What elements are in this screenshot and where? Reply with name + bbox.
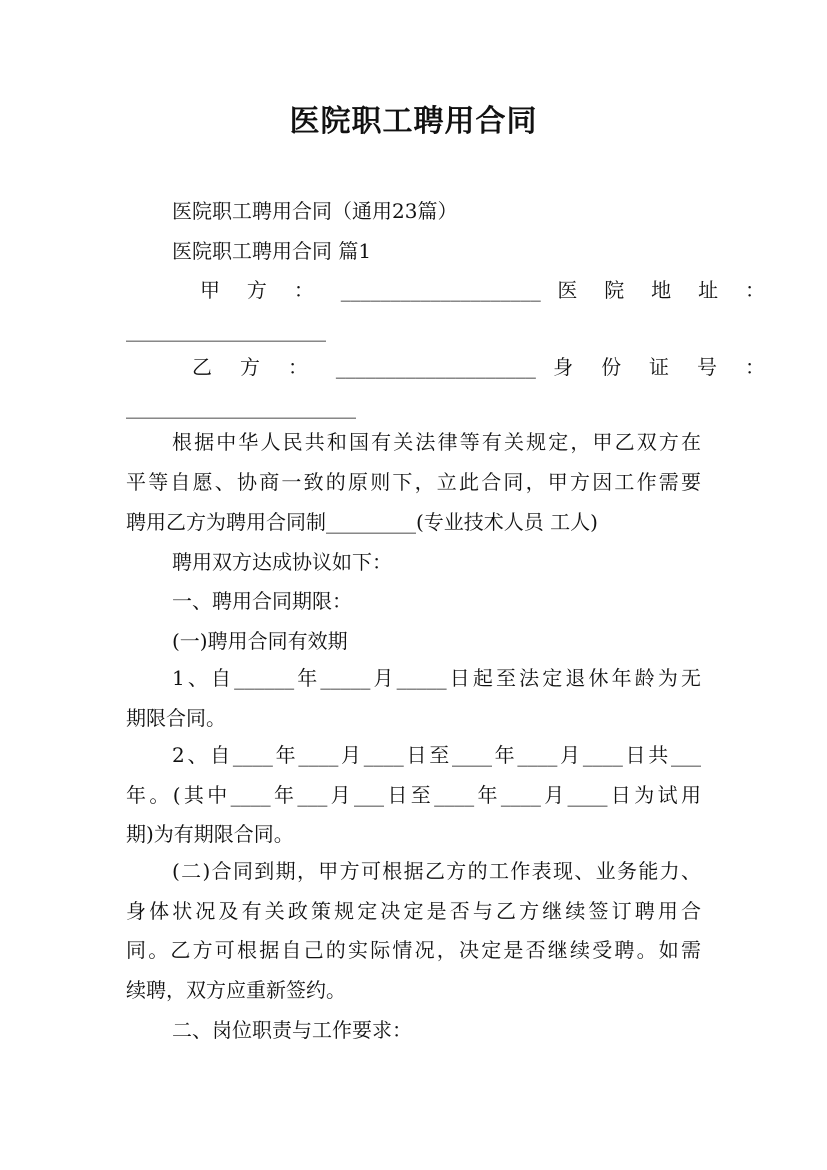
party-a-address-blank: ____________________	[126, 318, 326, 342]
paragraph-line: 期)为有期限合同。	[126, 822, 294, 846]
section-heading: 一、聘用合同期限：	[172, 589, 352, 613]
paragraph-line: (二)合同到期，甲方可根据乙方的工作表现、业务能力、	[172, 859, 701, 883]
paragraph-line: 同。乙方可根据自己的实际情况，决定是否继续受聘。如需	[126, 938, 701, 962]
section-heading: 医院职工聘用合同 篇1	[172, 239, 372, 263]
paragraph-line: 聘用双方达成协议如下：	[172, 550, 392, 574]
party-b-id-blank: _______________________	[126, 395, 356, 419]
paragraph-line: 身体状况及有关政策规定决定是否与乙方继续签订聘用合	[126, 899, 701, 923]
paragraph-line: 根据中华人民共和国有关法律等有关规定，甲乙双方在	[172, 430, 701, 454]
party-a-line: 甲 方 ： ____________________ 医 院 地 址 ：	[200, 278, 765, 302]
section-heading: 二、岗位职责与工作要求：	[172, 1018, 412, 1042]
party-b-line: 乙 方 ： ____________________ 身 份 证 号 ：	[192, 355, 765, 379]
paragraph-line: 1、自______年_____月_____日起至法定退休年龄为无	[172, 666, 701, 690]
paragraph-line: 续聘，双方应重新签约。	[126, 978, 346, 1002]
subsection-heading: (一)聘用合同有效期	[172, 629, 348, 653]
subtitle-line: 医院职工聘用合同（通用23篇）	[172, 199, 458, 223]
paragraph-line: 聘用乙方为聘用合同制_________(专业技术人员 工人)	[126, 510, 598, 534]
paragraph-line: 2、自____年____月____日至____年____月____日共___	[172, 743, 701, 767]
paragraph-line: 年。(其中____年___月___日至____年____月____日为试用	[126, 783, 701, 807]
paragraph-line: 期限合同。	[126, 706, 226, 730]
document-title: 医院职工聘用合同	[289, 104, 538, 139]
paragraph-line: 平等自愿、协商一致的原则下，立此合同，甲方因工作需要	[126, 470, 701, 494]
